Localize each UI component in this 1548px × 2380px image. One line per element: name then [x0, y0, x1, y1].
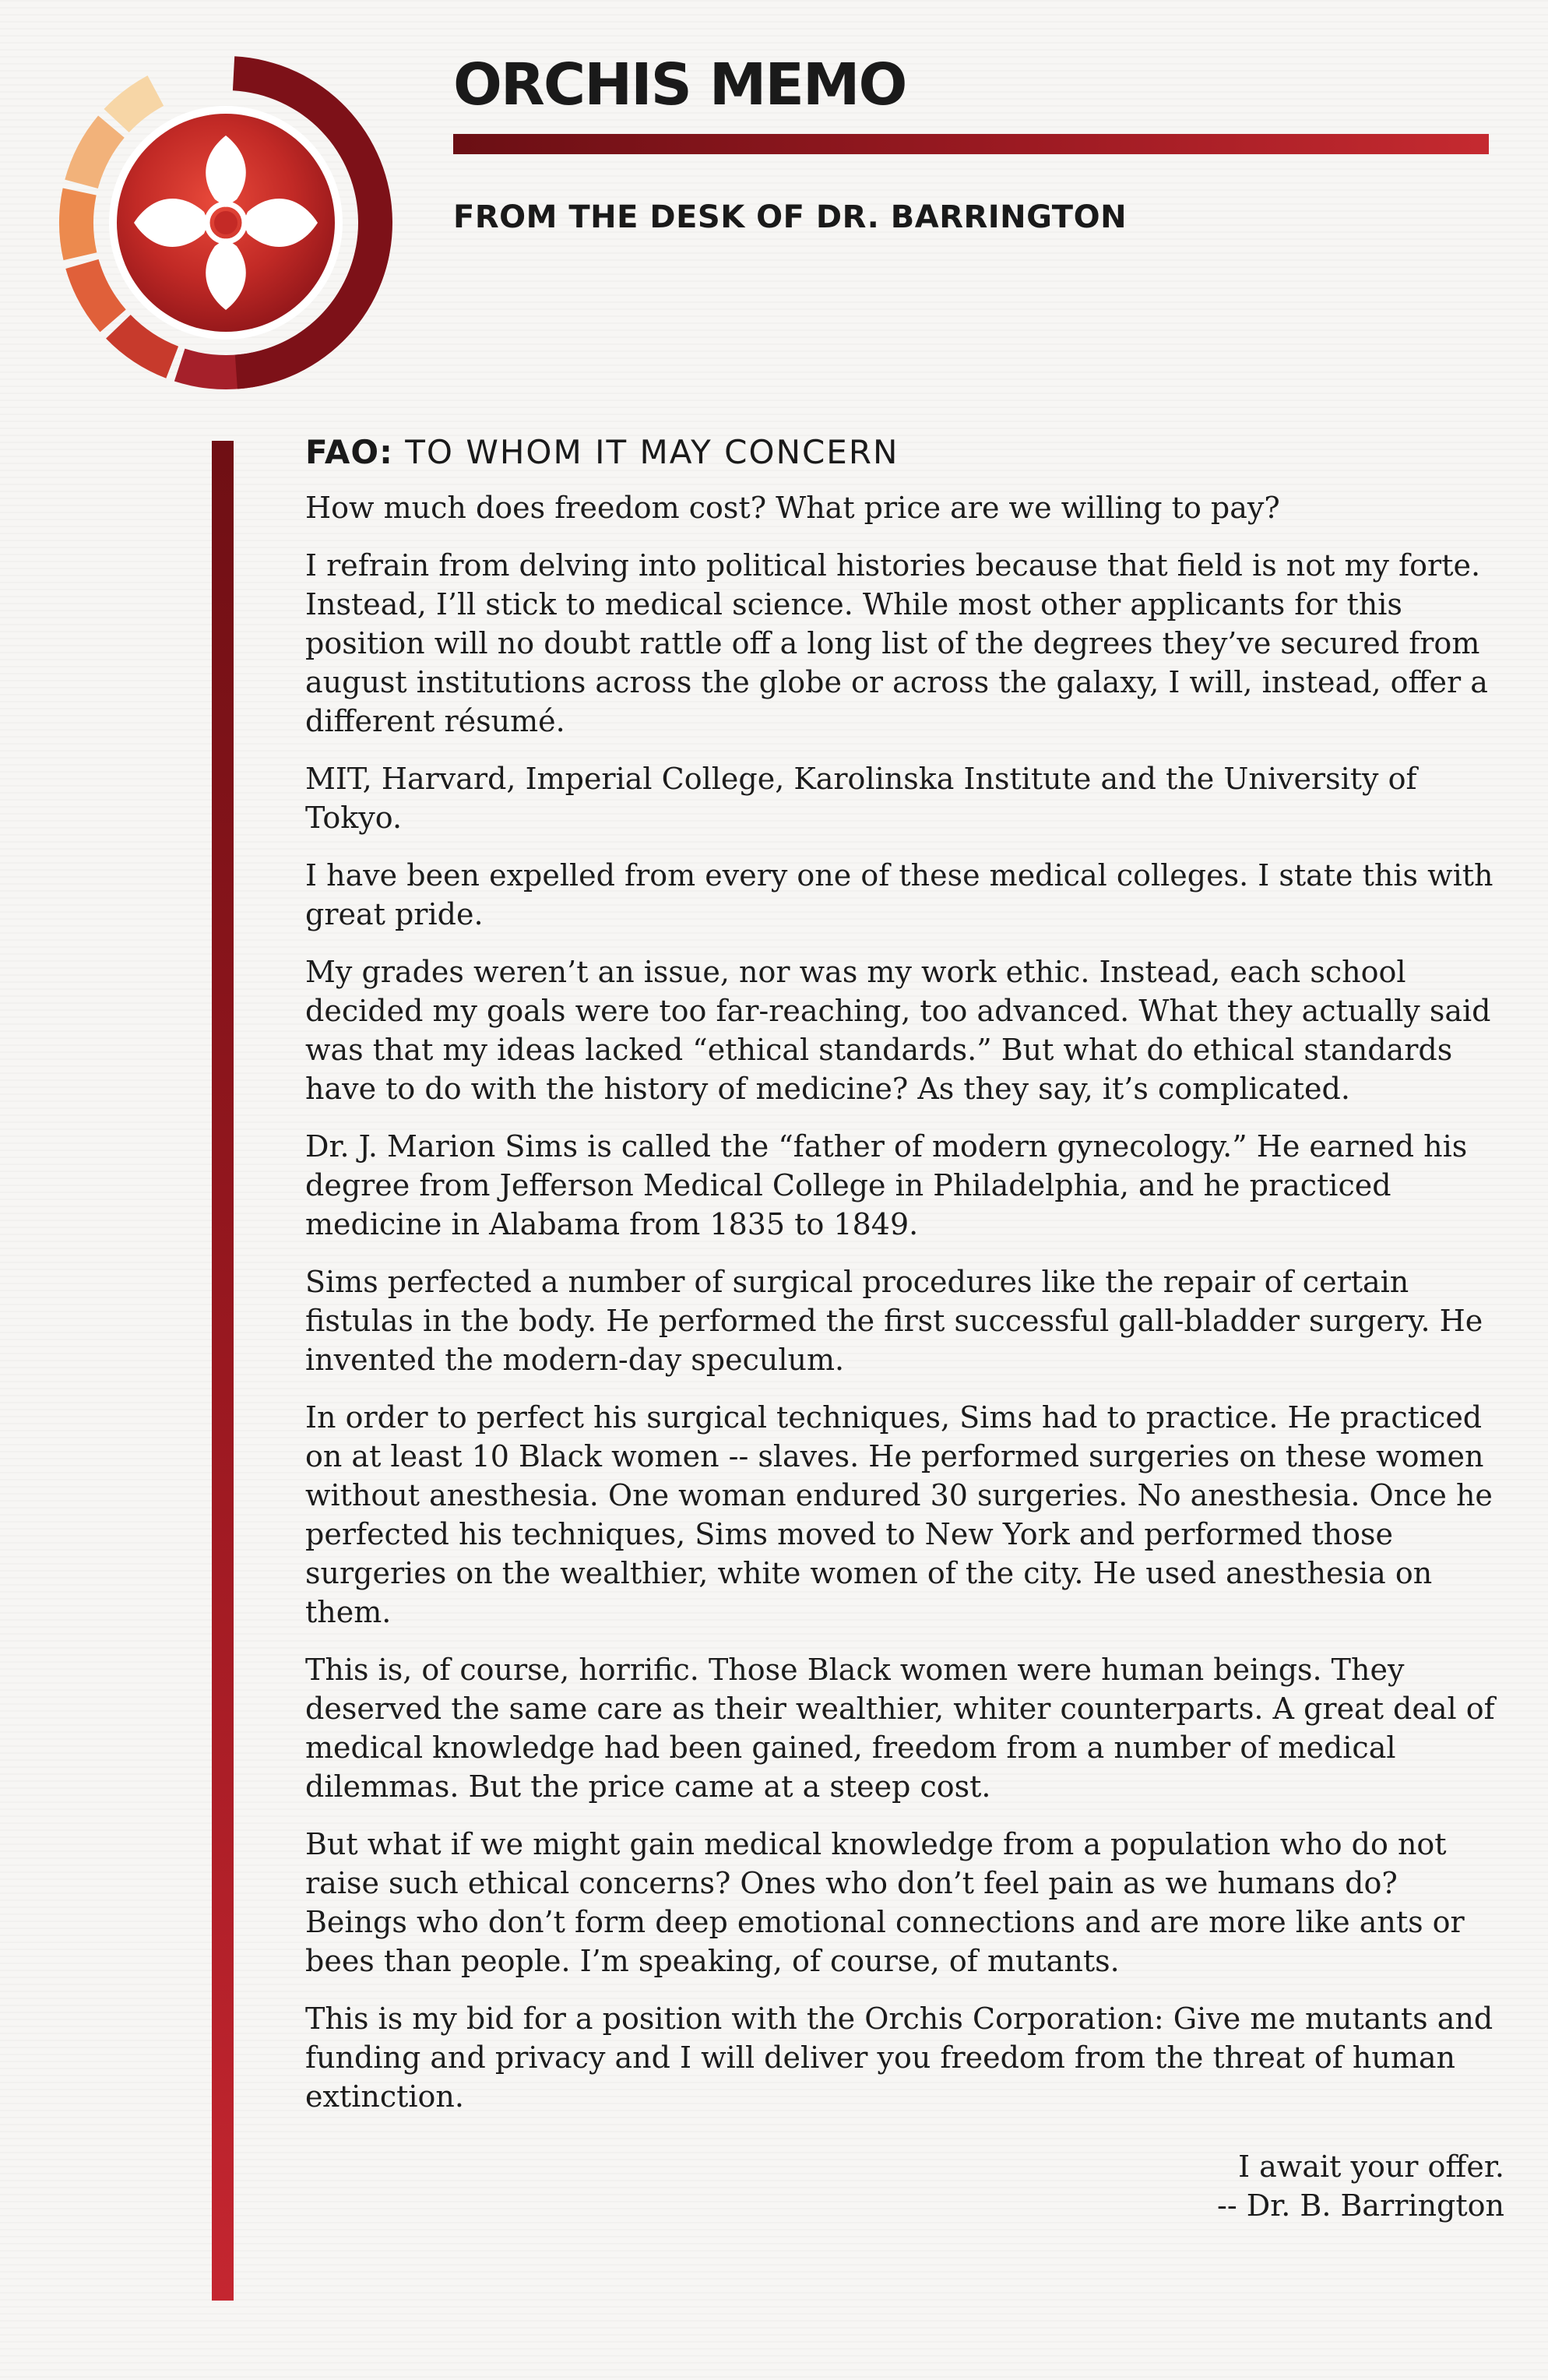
paragraph: MIT, Harvard, Imperial College, Karolinska Institute and the University of Tokyo. — [305, 762, 1417, 835]
memo-body — [305, 433, 1504, 2225]
signature: -- Dr. B. Barrington — [1217, 2188, 1504, 2223]
orchis-logo-graphic — [56, 53, 396, 393]
accent-bar — [212, 441, 234, 2301]
paragraph: I refrain from delving into political histories because that field is not my forte. Instead, I’ll stick to medical science. While most other applicants for this position will no doubt rattle off a long list of the degrees they’ve secured from august institutions across the globe or across the galaxy, I will, instead, offer a different résumé. — [305, 548, 1488, 738]
memo-title: ORCHIS MEMO — [453, 51, 906, 118]
fao-line — [305, 433, 1504, 471]
paragraph: Sims perfected a number of surgical procedures like the repair of certain fistulas in the body. He performed the first successful gall-bladder surgery. He invented the modern-day speculum. — [305, 1265, 1483, 1377]
logo-ring-segment — [104, 76, 164, 132]
orchis-logo — [56, 53, 396, 393]
paragraph: I have been expelled from every one of these medical colleges. I state this with great pride. — [305, 858, 1493, 931]
logo-ring-segment — [106, 315, 178, 378]
paragraph: But what if we might gain medical knowledge from a population who do not raise such ethical concerns? Ones who don’t feel pain as we humans do? Beings who don’t form deep emotional connections and are more like ants or bees than people. I’m speaking, of course, of mutants. — [305, 1827, 1465, 1978]
logo-ring-segment — [65, 115, 124, 188]
logo-ring-segment — [65, 259, 125, 333]
logo-center-dot — [214, 211, 237, 234]
memo-subtitle: FROM THE DESK OF DR. BARRINGTON — [453, 199, 1128, 235]
paragraph: Dr. J. Marion Sims is called the “father of modern gynecology.” He earned his degree from Jefferson Medical College in Philadelphia, and he practiced medicine in Alabama from 1835 to 1849. — [305, 1129, 1468, 1241]
signoff — [305, 2147, 1504, 2225]
fao-label: FAO: — [305, 433, 393, 471]
paragraph: This is, of course, horrific. Those Black women were human beings. They deserved the same care as their wealthier, whiter counterparts. A great deal of medical knowledge had been gained, freedom from a number of medical dilemmas. But the price came at a steep cost. — [305, 1653, 1495, 1804]
paragraph: How much does freedom cost? What price are we willing to pay? — [305, 491, 1280, 525]
paragraph: My grades weren’t an issue, nor was my work ethic. Instead, each school decided my goals were too far-reaching, too advanced. What they actually said was that my ideas lacked “ethical standards.” But what do ethical standards have to do with the history of medicine? As they say, it’s complicated. — [305, 955, 1491, 1106]
memo-header — [453, 51, 1489, 235]
paragraph: In order to perfect his surgical techniques, Sims had to practice. He practiced on at least 10 Black women -- slaves. He performed surgeries on these women without anesthesia. One woman endured 30 surgeries. No anesthesia. Once he perfected his techniques, Sims moved to New York and performed those surgeries on the wealthier, white women of the city. He used anesthesia on them. — [305, 1400, 1493, 1629]
fao-recipient: TO WHOM IT MAY CONCERN — [405, 433, 899, 471]
logo-ring-segment — [59, 188, 97, 261]
paragraph: This is my bid for a position with the Orchis Corporation: Give me mutants and funding and privacy and I will deliver you freedom from the threat of human extinction. — [305, 2002, 1493, 2114]
signoff-line: I await your offer. — [1238, 2149, 1504, 2184]
title-rule — [453, 134, 1489, 154]
